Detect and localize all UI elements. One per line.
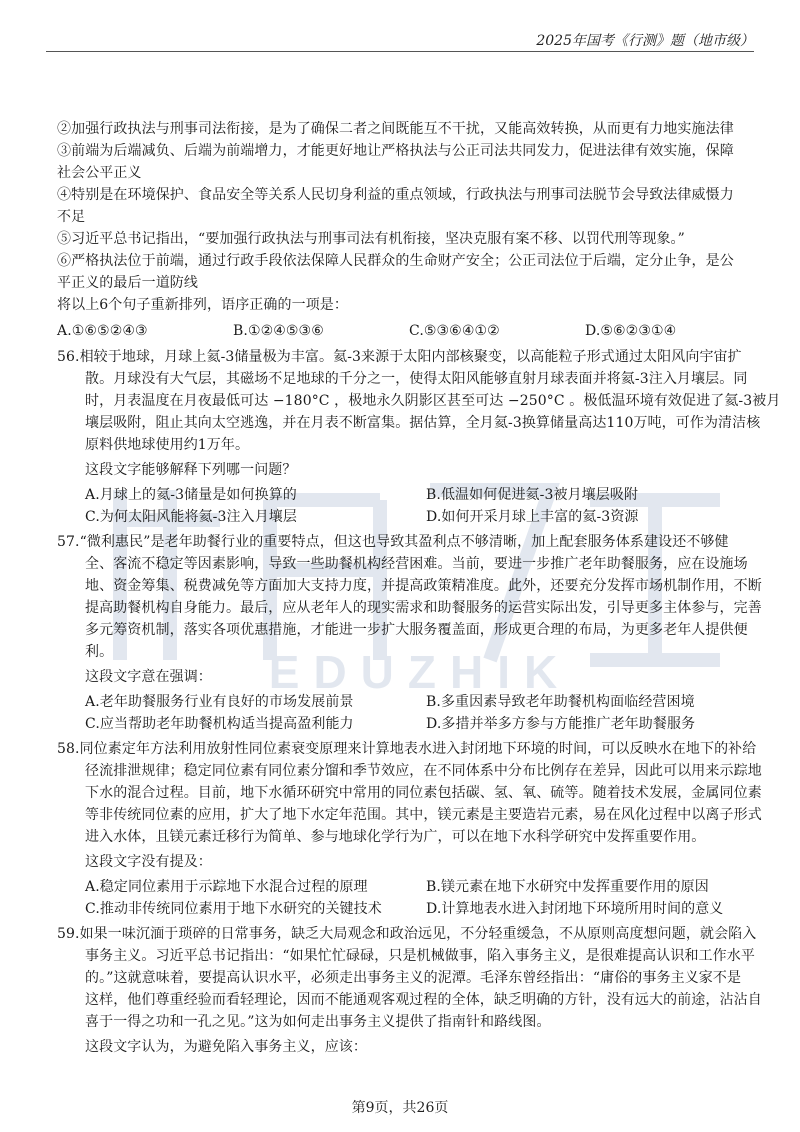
question-options — [85, 876, 761, 920]
answer-option: A.稳定同位素用于示踪地下水混合过程的原理 — [85, 879, 368, 895]
question-line: 事务主义。习近平总书记指出：“如果忙忙碌碌，只是机械做事，陷入事务主义，是很难提高认识和工作水平 — [85, 948, 755, 964]
answer-option: D.计算地表水进入封闭地下环境所用时间的意义 — [426, 901, 724, 917]
question-line: 地、资金筹集、税费减免等方面加大支持力度，并提高政策精准度。此外，还要充分发挥市场机制作用，不断 — [85, 578, 762, 594]
intro-line: 平正义的最后一道防线 — [57, 275, 198, 291]
question-line: 原料供地球使用约1万年。 — [85, 437, 250, 453]
page-header-title: 2025年国考《行测》题（地市级） — [536, 33, 754, 49]
q55-option: C.⑤③⑥④①② — [409, 323, 500, 339]
question-58 — [57, 738, 761, 920]
question-57 — [57, 531, 761, 735]
question-text: 如果一味沉湎于琐碎的日常事务，缺乏大局观念和政治远见，不分轻重缓急，不从原则高度想问题，就会陷入 — [79, 926, 757, 942]
question-line: 利。 — [85, 644, 114, 660]
answer-option: C.推动非传统同位素用于地下水研究的关键技术 — [85, 901, 382, 917]
question-first-line — [57, 346, 761, 368]
question-line: 散。月球没有大气层，其磁场不足地球的千分之一，使得太阳风能够直射月球表面并将氦-3注入月壤层。同 — [85, 371, 748, 387]
intro-line: 社会公平正义 — [57, 165, 142, 181]
header-rule — [46, 51, 754, 52]
question-options — [85, 484, 761, 528]
question-prompt: 这段文字能够解释下列哪一问题？ — [85, 462, 297, 478]
question-line: 壤层吸附，阻止其向太空逃逸，并在月表不断富集。据估算，全月氦-3换算储量高达110万吨，可作为清洁核 — [85, 415, 761, 431]
question-line: 径流排泄规律；稳定同位素有同位素分馏和季节效应，在不同体系中分布比例存在差异，因此可以用来示踪地 — [85, 763, 762, 779]
q55-option: A.①⑥⑤②④③ — [57, 323, 148, 339]
question-prompt: 这段文字意在强调： — [85, 669, 212, 685]
question-line: 时，月表温度在月夜最低可达 −180°C ，极地永久阴影区甚至可达 −250°C 。极低温环境有效促进了氦-3被月 — [85, 393, 781, 409]
question-text: “微利惠民”是老年助餐行业的重要特点，但这也导致其盈利点不够清晰，加上配套服务体系建设还不够健 — [79, 534, 729, 550]
answer-option: B.多重因素导致老年助餐机构面临经营困境 — [426, 694, 695, 710]
q55-option: B.①②④⑤③⑥ — [233, 323, 324, 339]
question-first-line — [57, 531, 761, 553]
question-text: 同位素定年方法利用放射性同位素衰变原理来计算地表水进入封闭地下环境的时间，可以反映水在地下的补给 — [79, 741, 757, 757]
watermark-text: EDUZHIK — [268, 646, 572, 690]
answer-option: A.月球上的氦-3储量是如何换算的 — [85, 487, 297, 503]
question-prompt: 这段文字没有提及： — [85, 854, 212, 870]
q55-intro — [57, 118, 761, 316]
intro-line: ③前端为后端减负、后端为前端增力，才能更好地让严格执法与公正司法共同发力，促进法律有效实施，保障 — [57, 143, 734, 159]
question-line: 下水的混合过程。目前，地下水循环研究中常用的同位素包括碳、氢、氧、硫等。随着技术发展，金属同位素 — [85, 785, 762, 801]
page-content — [57, 118, 781, 1058]
intro-line: ②加强行政执法与刑事司法衔接，是为了确保二者之间既能互不干扰，又能高效转换，从而更有力地实施法律 — [57, 121, 734, 137]
question-line: 全、客流不稳定等因素影响，导致一些助餐机构经营困难。当前，要进一步推广老年助餐服务，应在设施场 — [85, 556, 748, 572]
intro-line: ⑥严格执法位于前端，通过行政手段依法保障人民群众的生命财产安全；公正司法位于后端，定分止争，是公 — [57, 253, 734, 269]
question-first-line — [57, 923, 761, 945]
question-59 — [57, 923, 761, 1058]
question-line: 的。”这就意味着，要提高认识水平，必须走出事务主义的泥潭。毛泽东曾经指出：“庸俗的事务主义家不是 — [85, 970, 742, 986]
question-list — [57, 346, 781, 1058]
intro-line: ④特别是在环境保护、食品安全等关系人民切身利益的重点领域，行政执法与刑事司法脱节会导致法律威慑力 — [57, 187, 734, 203]
question-first-line — [57, 738, 761, 760]
question-prompt: 这段文字认为，为避免陷入事务主义，应该： — [85, 1039, 367, 1055]
page-footer: 第9页，共26页 — [351, 1100, 449, 1116]
answer-option: A.老年助餐服务行业有良好的市场发展前景 — [85, 694, 354, 710]
question-line: 喜于一得之功和一孔之见。”这为如何走出事务主义提供了指南针和路线图。 — [85, 1014, 551, 1030]
question-line: 这样，他们尊重经验而看轻理论，因而不能通观客观过程的全体，缺乏明确的方针，没有远大的前途，沾沾自 — [85, 992, 762, 1008]
answer-option: B.低温如何促进氦-3被月壤层吸附 — [426, 487, 639, 503]
question-line: 多元筹资机制，落实各项优惠措施，才能进一步扩大服务覆盖面，形成更合理的布局，为更多老年人提供便 — [85, 622, 748, 638]
question-line: 提高助餐机构自身能力。最后，应从老年人的现实需求和助餐服务的运营实际出发，引导更多主体参与，完善 — [85, 600, 762, 616]
answer-option: D.多措并举多方参与方能推广老年助餐服务 — [426, 716, 696, 732]
question-56 — [57, 346, 781, 528]
question-options — [85, 691, 761, 735]
intro-line: 将以上6个句子重新排列，语序正确的一项是： — [57, 297, 349, 313]
question-line: 等非传统同位素的应用，扩大了地下水定年范围。其中，镁元素是主要造岩元素，易在风化过程中以离子形式 — [85, 807, 762, 823]
question-text: 相较于地球，月球上氦-3储量极为丰富。氦-3来源于太阳内部核聚变，以高能粒子形式通过太阳风向宇宙扩 — [79, 349, 742, 365]
answer-option: B.镁元素在地下水研究中发挥重要作用的原因 — [426, 879, 709, 895]
intro-line: 不足 — [57, 209, 86, 225]
answer-option: C.为何太阳风能将氦-3注入月壤层 — [85, 509, 297, 525]
question-number: 58. — [57, 741, 80, 757]
question-number: 56. — [57, 349, 80, 365]
answer-option: D.如何开采月球上丰富的氦-3资源 — [426, 509, 639, 525]
intro-line: ⑤习近平总书记指出，“要加强行政执法与刑事司法有机衔接，坚决克服有案不移、以罚代刑等现象。” — [57, 231, 685, 247]
q55-options — [57, 320, 761, 342]
question-number: 57. — [57, 534, 80, 550]
answer-option: C.应当帮助老年助餐机构适当提高盈利能力 — [85, 716, 354, 732]
q55-option: D.⑤⑥②③①④ — [585, 323, 677, 339]
question-number: 59. — [57, 926, 80, 942]
question-line: 进入水体，且镁元素迁移行为简单、参与地球化学行为广，可以在地下水科学研究中发挥重要作用。 — [85, 829, 706, 845]
